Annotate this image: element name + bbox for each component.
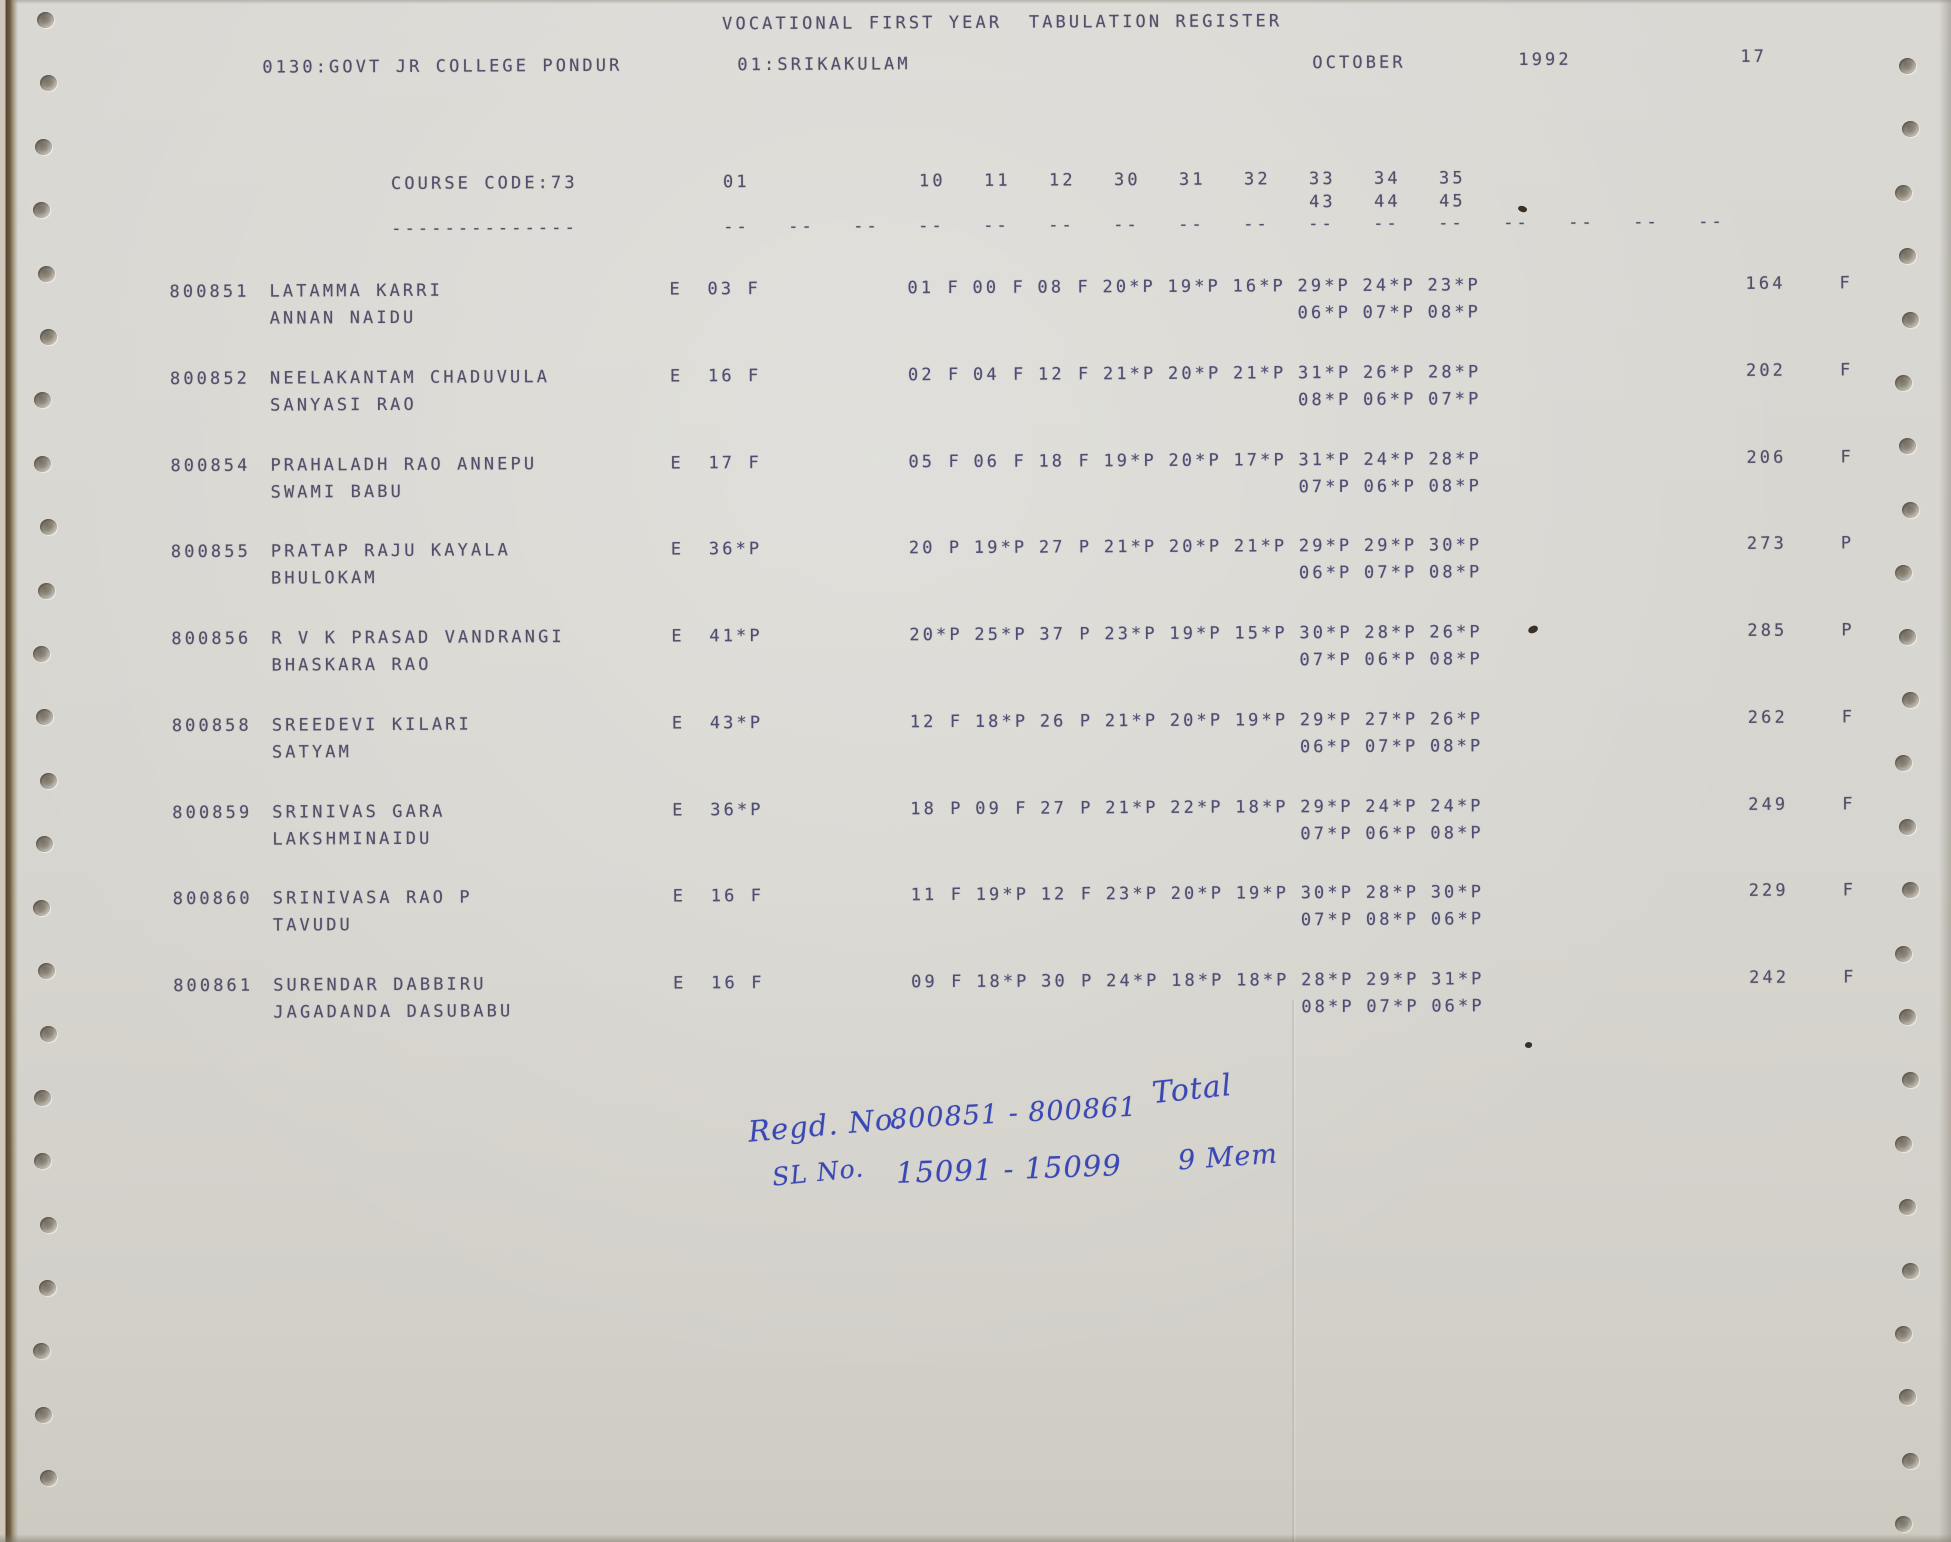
subject-mark: 27*P xyxy=(1364,709,1419,730)
medium-code: E xyxy=(669,279,683,300)
result-code: F xyxy=(1843,967,1857,988)
result-code: F xyxy=(1839,360,1854,381)
medium-code: E xyxy=(673,973,687,994)
subject-mark: 24*P xyxy=(1106,970,1160,992)
subject-mark-first: 41*P xyxy=(709,626,763,647)
subject-code-alt: 44 xyxy=(1374,191,1401,212)
handwritten-regd-range: 800851 - 800861 xyxy=(889,1091,1139,1136)
subject-mark: 06*P xyxy=(1299,736,1354,758)
handwritten-sl-label: SL No. xyxy=(770,1153,866,1192)
column-rule: -- xyxy=(1633,212,1660,233)
subject-mark: 21*P xyxy=(1103,536,1158,558)
subject-mark: 08*P xyxy=(1430,823,1484,844)
reg-no: 800859 xyxy=(172,802,253,824)
reg-no: 800854 xyxy=(170,455,251,477)
subject-mark: 06*P xyxy=(1363,476,1417,497)
student-name: SREEDEVI KILARI xyxy=(271,714,472,736)
college-name: 0130:GOVT JR COLLEGE PONDUR xyxy=(262,55,623,78)
subject-mark: 20*P xyxy=(909,624,963,646)
subject-mark: 24*P xyxy=(1430,796,1484,817)
subject-code-alt: 45 xyxy=(1439,191,1466,212)
medium-code: E xyxy=(672,800,686,821)
subject-mark: 18*P xyxy=(1171,970,1225,991)
subject-mark: 23*P xyxy=(1427,275,1481,296)
student-name: SRINIVASA RAO P xyxy=(272,887,473,909)
subject-mark: 31*P xyxy=(1431,969,1485,990)
subject-mark: 01 F xyxy=(907,277,961,299)
column-rule: -- xyxy=(918,216,945,237)
subject-mark: 19*P xyxy=(1103,450,1157,472)
subject-mark: 17*P xyxy=(1233,450,1287,471)
subject-mark: 30*P xyxy=(1428,535,1483,556)
parent-name: SANYASI RAO xyxy=(270,394,417,416)
subject-mark: 18*P xyxy=(1236,970,1290,991)
result-code: F xyxy=(1842,880,1857,901)
subject-mark: 08*P xyxy=(1427,302,1482,323)
total-marks: 262 xyxy=(1747,707,1788,728)
subject-mark: 06 F xyxy=(973,451,1027,472)
subject-mark: 22*P xyxy=(1170,797,1224,818)
subject-mark: 20 P xyxy=(908,537,963,559)
subject-mark: 28*P xyxy=(1428,449,1482,470)
subject-mark: 26*P xyxy=(1362,362,1417,383)
subject-mark: 31*P xyxy=(1297,362,1352,384)
subject-mark: 29*P xyxy=(1366,969,1420,990)
subject-code: 11 xyxy=(983,170,1011,191)
subject-mark: 21*P xyxy=(1102,363,1157,385)
student-name: NEELAKANTAM CHADUVULA xyxy=(269,367,551,389)
subject-mark: 28*P xyxy=(1364,622,1418,643)
district-name: 01:SRIKAKULAM xyxy=(737,54,911,76)
subject-mark: 28*P xyxy=(1427,362,1482,383)
subject-mark: 02 F xyxy=(907,364,962,386)
subject-mark: 09 F xyxy=(911,971,965,993)
column-rule: -- xyxy=(853,216,880,237)
total-marks: 206 xyxy=(1746,447,1787,468)
subject-mark-first: 36*P xyxy=(710,800,764,821)
subject-mark: 07*P xyxy=(1299,649,1353,671)
column-rule: -- xyxy=(1438,213,1465,234)
subject-mark: 26 P xyxy=(1039,711,1094,732)
subject-mark: 08*P xyxy=(1428,562,1483,583)
reg-no: 800851 xyxy=(169,281,250,303)
result-code: F xyxy=(1841,707,1856,728)
parent-name: JAGADANDA DASUBABU xyxy=(273,1001,514,1023)
medium-code: E xyxy=(670,539,685,560)
subject-mark: 23*P xyxy=(1104,623,1158,645)
subject-mark: 30*P xyxy=(1299,622,1353,644)
subject-mark: 20*P xyxy=(1170,883,1225,904)
subject-mark: 29*P xyxy=(1300,796,1354,818)
subject-mark: 18*P xyxy=(974,711,1029,732)
subject-mark: 08*P xyxy=(1429,649,1483,670)
subject-mark: 09 F xyxy=(975,798,1029,819)
handwritten-regd-label: Regd. No. xyxy=(746,1101,905,1149)
subject-mark-first: 16 F xyxy=(710,886,765,907)
subject-mark: 29*P xyxy=(1363,535,1418,556)
subject-mark: 23*P xyxy=(1105,883,1160,905)
subject-mark: 30*P xyxy=(1300,882,1355,904)
column-rule: -- xyxy=(1373,213,1400,234)
subject-mark: 26*P xyxy=(1429,709,1484,730)
reg-no: 800852 xyxy=(169,368,251,390)
total-marks: 229 xyxy=(1748,880,1789,901)
subject-mark-first: 03 F xyxy=(707,279,761,300)
subject-mark: 19*P xyxy=(1169,623,1223,644)
subject-mark: 20*P xyxy=(1169,710,1224,731)
subject-code: 12 xyxy=(1048,170,1076,191)
subject-code: 35 xyxy=(1438,168,1466,189)
subject-mark: 07*P xyxy=(1362,302,1417,323)
subject-mark: 28*P xyxy=(1301,969,1355,991)
result-code: F xyxy=(1842,794,1856,815)
subject-mark: 24*P xyxy=(1363,449,1417,470)
subject-mark: 07*P xyxy=(1300,823,1354,845)
student-name: R V K PRASAD VANDRANGI xyxy=(271,627,565,649)
column-rule: -- xyxy=(1308,214,1335,235)
subject-mark: 15*P xyxy=(1234,623,1288,644)
subject-mark: 24*P xyxy=(1362,275,1416,296)
total-marks: 285 xyxy=(1747,620,1788,641)
subject-mark: 12 F xyxy=(1040,884,1095,905)
subject-mark: 04 F xyxy=(972,364,1027,385)
subject-mark: 27 P xyxy=(1038,537,1093,558)
subject-mark: 16*P xyxy=(1232,276,1286,297)
subject-mark: 07*P xyxy=(1298,476,1352,498)
subject-code: 34 xyxy=(1373,168,1401,189)
parent-name: LAKSHMINAIDU xyxy=(272,828,433,850)
subject-mark: 18 P xyxy=(910,798,964,820)
reg-no: 800861 xyxy=(173,975,254,997)
column-rule: -- xyxy=(1178,214,1205,235)
student-name: PRATAP RAJU KAYALA xyxy=(270,540,511,562)
exam-year: 1992 xyxy=(1518,49,1572,71)
reg-no: 800860 xyxy=(172,888,253,910)
student-name: PRAHALADH RAO ANNEPU xyxy=(270,454,538,476)
subject-mark-first: 36*P xyxy=(708,539,763,560)
student-name: LATAMMA KARRI xyxy=(269,280,443,302)
subject-mark: 07*P xyxy=(1428,389,1482,410)
subject-mark: 19*P xyxy=(975,884,1030,905)
total-marks: 164 xyxy=(1745,273,1786,294)
parent-name: ANNAN NAIDU xyxy=(269,307,417,329)
subject-mark-first: 17 F xyxy=(708,453,762,474)
subject-mark: 18*P xyxy=(1235,797,1289,818)
medium-code: E xyxy=(672,886,687,907)
medium-code: E xyxy=(671,713,686,734)
parent-name: BHASKARA RAO xyxy=(271,654,432,676)
result-code: F xyxy=(1840,447,1854,468)
subject-mark: 06*P xyxy=(1298,562,1353,584)
subject-mark: 24*P xyxy=(1365,796,1419,817)
subject-mark: 26*P xyxy=(1429,622,1483,643)
subject-mark: 08 F xyxy=(1037,277,1091,298)
course-code-underline: -------------- xyxy=(391,217,578,239)
subject-mark: 12 F xyxy=(909,711,964,733)
handwritten-sl-range: 15091 - 15099 xyxy=(895,1148,1123,1190)
reg-no: 800856 xyxy=(171,628,252,650)
subject-mark: 21*P xyxy=(1104,710,1159,732)
subject-mark: 06*P xyxy=(1365,823,1419,844)
result-code: P xyxy=(1840,533,1855,554)
handwritten-total-label: Total xyxy=(1150,1067,1234,1112)
page-number: 17 xyxy=(1740,46,1768,67)
subject-mark: 19*P xyxy=(1235,883,1290,904)
subject-mark: 12 F xyxy=(1037,364,1092,385)
subject-mark: 29*P xyxy=(1299,709,1354,731)
subject-mark-first: 16 F xyxy=(711,973,765,994)
subject-mark: 21*P xyxy=(1105,797,1159,819)
parent-name: SWAMI BABU xyxy=(270,481,404,503)
subject-mark: 20*P xyxy=(1102,276,1156,298)
subject-mark: 19*P xyxy=(1234,710,1289,731)
subject-mark: 07*P xyxy=(1363,562,1418,583)
subject-mark: 08*P xyxy=(1301,996,1355,1018)
column-rule: -- xyxy=(1698,211,1725,233)
subject-mark: 07*P xyxy=(1364,736,1419,757)
subject-mark: 30 P xyxy=(1041,971,1095,992)
handwritten-count-note: 9 Mem xyxy=(1177,1138,1279,1177)
medium-code: E xyxy=(669,366,684,387)
parent-name: SATYAM xyxy=(271,742,353,763)
subject-code: 32 xyxy=(1243,169,1271,190)
reg-no: 800858 xyxy=(171,715,252,737)
column-rule: -- xyxy=(1113,215,1140,236)
total-marks: 242 xyxy=(1749,967,1790,988)
subject-code: 33 xyxy=(1308,169,1336,190)
subject-mark: 21*P xyxy=(1233,536,1288,557)
subject-mark: 11 F xyxy=(910,884,965,906)
medium-code: E xyxy=(671,626,685,647)
course-code-label: COURSE CODE:73 xyxy=(390,172,578,194)
subject-mark: 00 F xyxy=(972,277,1026,298)
subject-mark: 27 P xyxy=(1040,798,1094,819)
subject-mark: 06*P xyxy=(1364,649,1418,670)
subject-mark: 29*P xyxy=(1298,535,1353,557)
subject-code-01: 01 xyxy=(722,172,750,193)
result-code: F xyxy=(1839,273,1853,294)
subject-mark: 08*P xyxy=(1365,909,1420,930)
total-marks: 249 xyxy=(1748,794,1789,815)
subject-mark: 18*P xyxy=(976,971,1030,992)
subject-mark: 06*P xyxy=(1431,996,1485,1017)
student-name: SRINIVAS GARA xyxy=(272,801,446,823)
subject-mark: 25*P xyxy=(974,624,1028,645)
reg-no: 800855 xyxy=(170,541,251,563)
column-rule: -- xyxy=(983,215,1010,236)
subject-mark: 05 F xyxy=(908,451,962,473)
subject-mark: 20*P xyxy=(1168,536,1223,557)
column-rule: -- xyxy=(1048,215,1075,236)
subject-mark: 28*P xyxy=(1365,882,1420,903)
subject-mark: 19*P xyxy=(1167,276,1221,297)
subject-mark: 08*P xyxy=(1429,736,1484,757)
subject-code: 30 xyxy=(1113,170,1141,191)
subject-mark: 06*P xyxy=(1430,909,1485,930)
subject-mark: 06*P xyxy=(1297,302,1352,324)
parent-name: TAVUDU xyxy=(272,915,353,936)
subject-mark: 29*P xyxy=(1297,275,1351,297)
subject-mark: 20*P xyxy=(1167,363,1222,384)
subject-mark: 30*P xyxy=(1430,882,1485,903)
subject-mark: 21*P xyxy=(1232,363,1287,384)
column-rule: -- xyxy=(788,216,815,237)
result-code: P xyxy=(1841,620,1855,641)
exam-month: OCTOBER xyxy=(1312,52,1406,74)
subject-mark: 18 F xyxy=(1038,451,1092,472)
subject-mark: 37 P xyxy=(1039,624,1093,645)
subject-mark-first: 43*P xyxy=(709,713,764,734)
subject-mark: 20*P xyxy=(1168,450,1222,471)
column-rule: -- xyxy=(723,217,750,238)
subject-mark: 07*P xyxy=(1300,909,1355,931)
subject-mark: 07*P xyxy=(1366,996,1420,1017)
column-rule: -- xyxy=(1243,214,1270,235)
total-marks: 273 xyxy=(1746,533,1787,554)
column-rule: -- xyxy=(1503,212,1530,234)
subject-code: 31 xyxy=(1178,169,1206,190)
student-name: SURENDAR DABBIRU xyxy=(273,974,487,996)
register-title: VOCATIONAL FIRST YEAR TABULATION REGISTER xyxy=(722,11,1283,35)
subject-mark: 19*P xyxy=(973,537,1028,558)
column-rule: -- xyxy=(1568,212,1595,233)
subject-mark: 08*P xyxy=(1298,389,1352,411)
subject-mark: 31*P xyxy=(1298,449,1352,471)
parent-name: BHULOKAM xyxy=(270,568,378,589)
subject-mark-first: 16 F xyxy=(707,366,762,387)
total-marks: 202 xyxy=(1745,360,1787,381)
subject-code-alt: 43 xyxy=(1309,192,1336,213)
medium-code: E xyxy=(670,453,684,474)
subject-mark: 06*P xyxy=(1363,389,1417,410)
subject-code: 10 xyxy=(918,171,946,192)
subject-mark: 08*P xyxy=(1428,476,1482,497)
